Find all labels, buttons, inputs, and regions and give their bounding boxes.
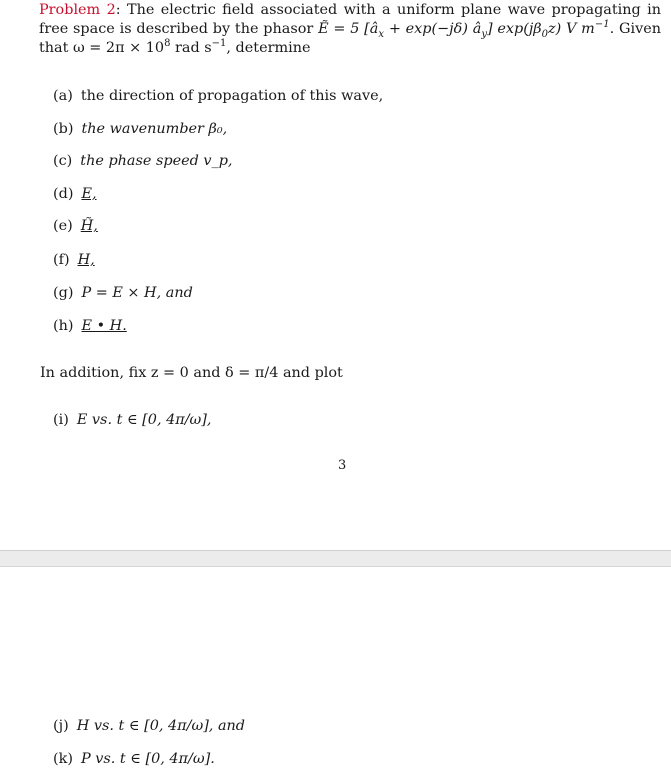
item-e: (e) H̃, bbox=[53, 218, 98, 234]
item-h: (h) E • H. bbox=[53, 318, 127, 334]
item-k: (k) P vs. t ∈ [0, 4π/ω]. bbox=[53, 751, 215, 767]
item-g: (g) P = E × H, and bbox=[53, 285, 193, 301]
page-4 bbox=[0, 567, 671, 778]
item-a: (a) the direction of propagation of this wave, bbox=[53, 88, 384, 104]
item-f: (f) H, bbox=[53, 252, 95, 268]
problem-statement: Problem 2: The electric field associated with a uniform plane wave propagating in free space is described by the phasor Ẽ = 5 [$â_x + \exp(-j\delta)$ $â_y$] $\exp(j\beta_0z)$ V $m^{-1}$. Given that $\omega = 2\pi \times 10^8$ rad $s^{-1}$, determine bbox=[39, 2, 661, 56]
item-j: (j) H vs. t ∈ [0, 4π/ω], and bbox=[53, 718, 246, 734]
addition-text: In addition, fix z = 0 and δ = π/4 and plot bbox=[40, 365, 343, 381]
phasor-expression: Ẽ = 5 [$â_x + \exp(-j\delta)$ $â_y$] $\exp(j\beta_0z)$ V $m^{-1}$ bbox=[318, 19, 610, 40]
item-b: (b) the wavenumber β₀, bbox=[53, 121, 228, 137]
item-c: (c) the phase speed v_p, bbox=[53, 153, 233, 169]
intro-text-2: . Given that ω = 2π × 10 bbox=[39, 21, 661, 56]
item-i: (i) E vs. t ∈ [0, 4π/ω], bbox=[53, 412, 212, 428]
page-separator bbox=[0, 550, 671, 567]
item-d: (d) E, bbox=[53, 186, 97, 202]
problem-title: Problem 2 bbox=[39, 2, 116, 18]
page-number: 3 bbox=[338, 458, 347, 473]
intro-text-1: : The electric field associated with a uniform plane wave propagating in free space is described by the phasor bbox=[39, 2, 661, 37]
